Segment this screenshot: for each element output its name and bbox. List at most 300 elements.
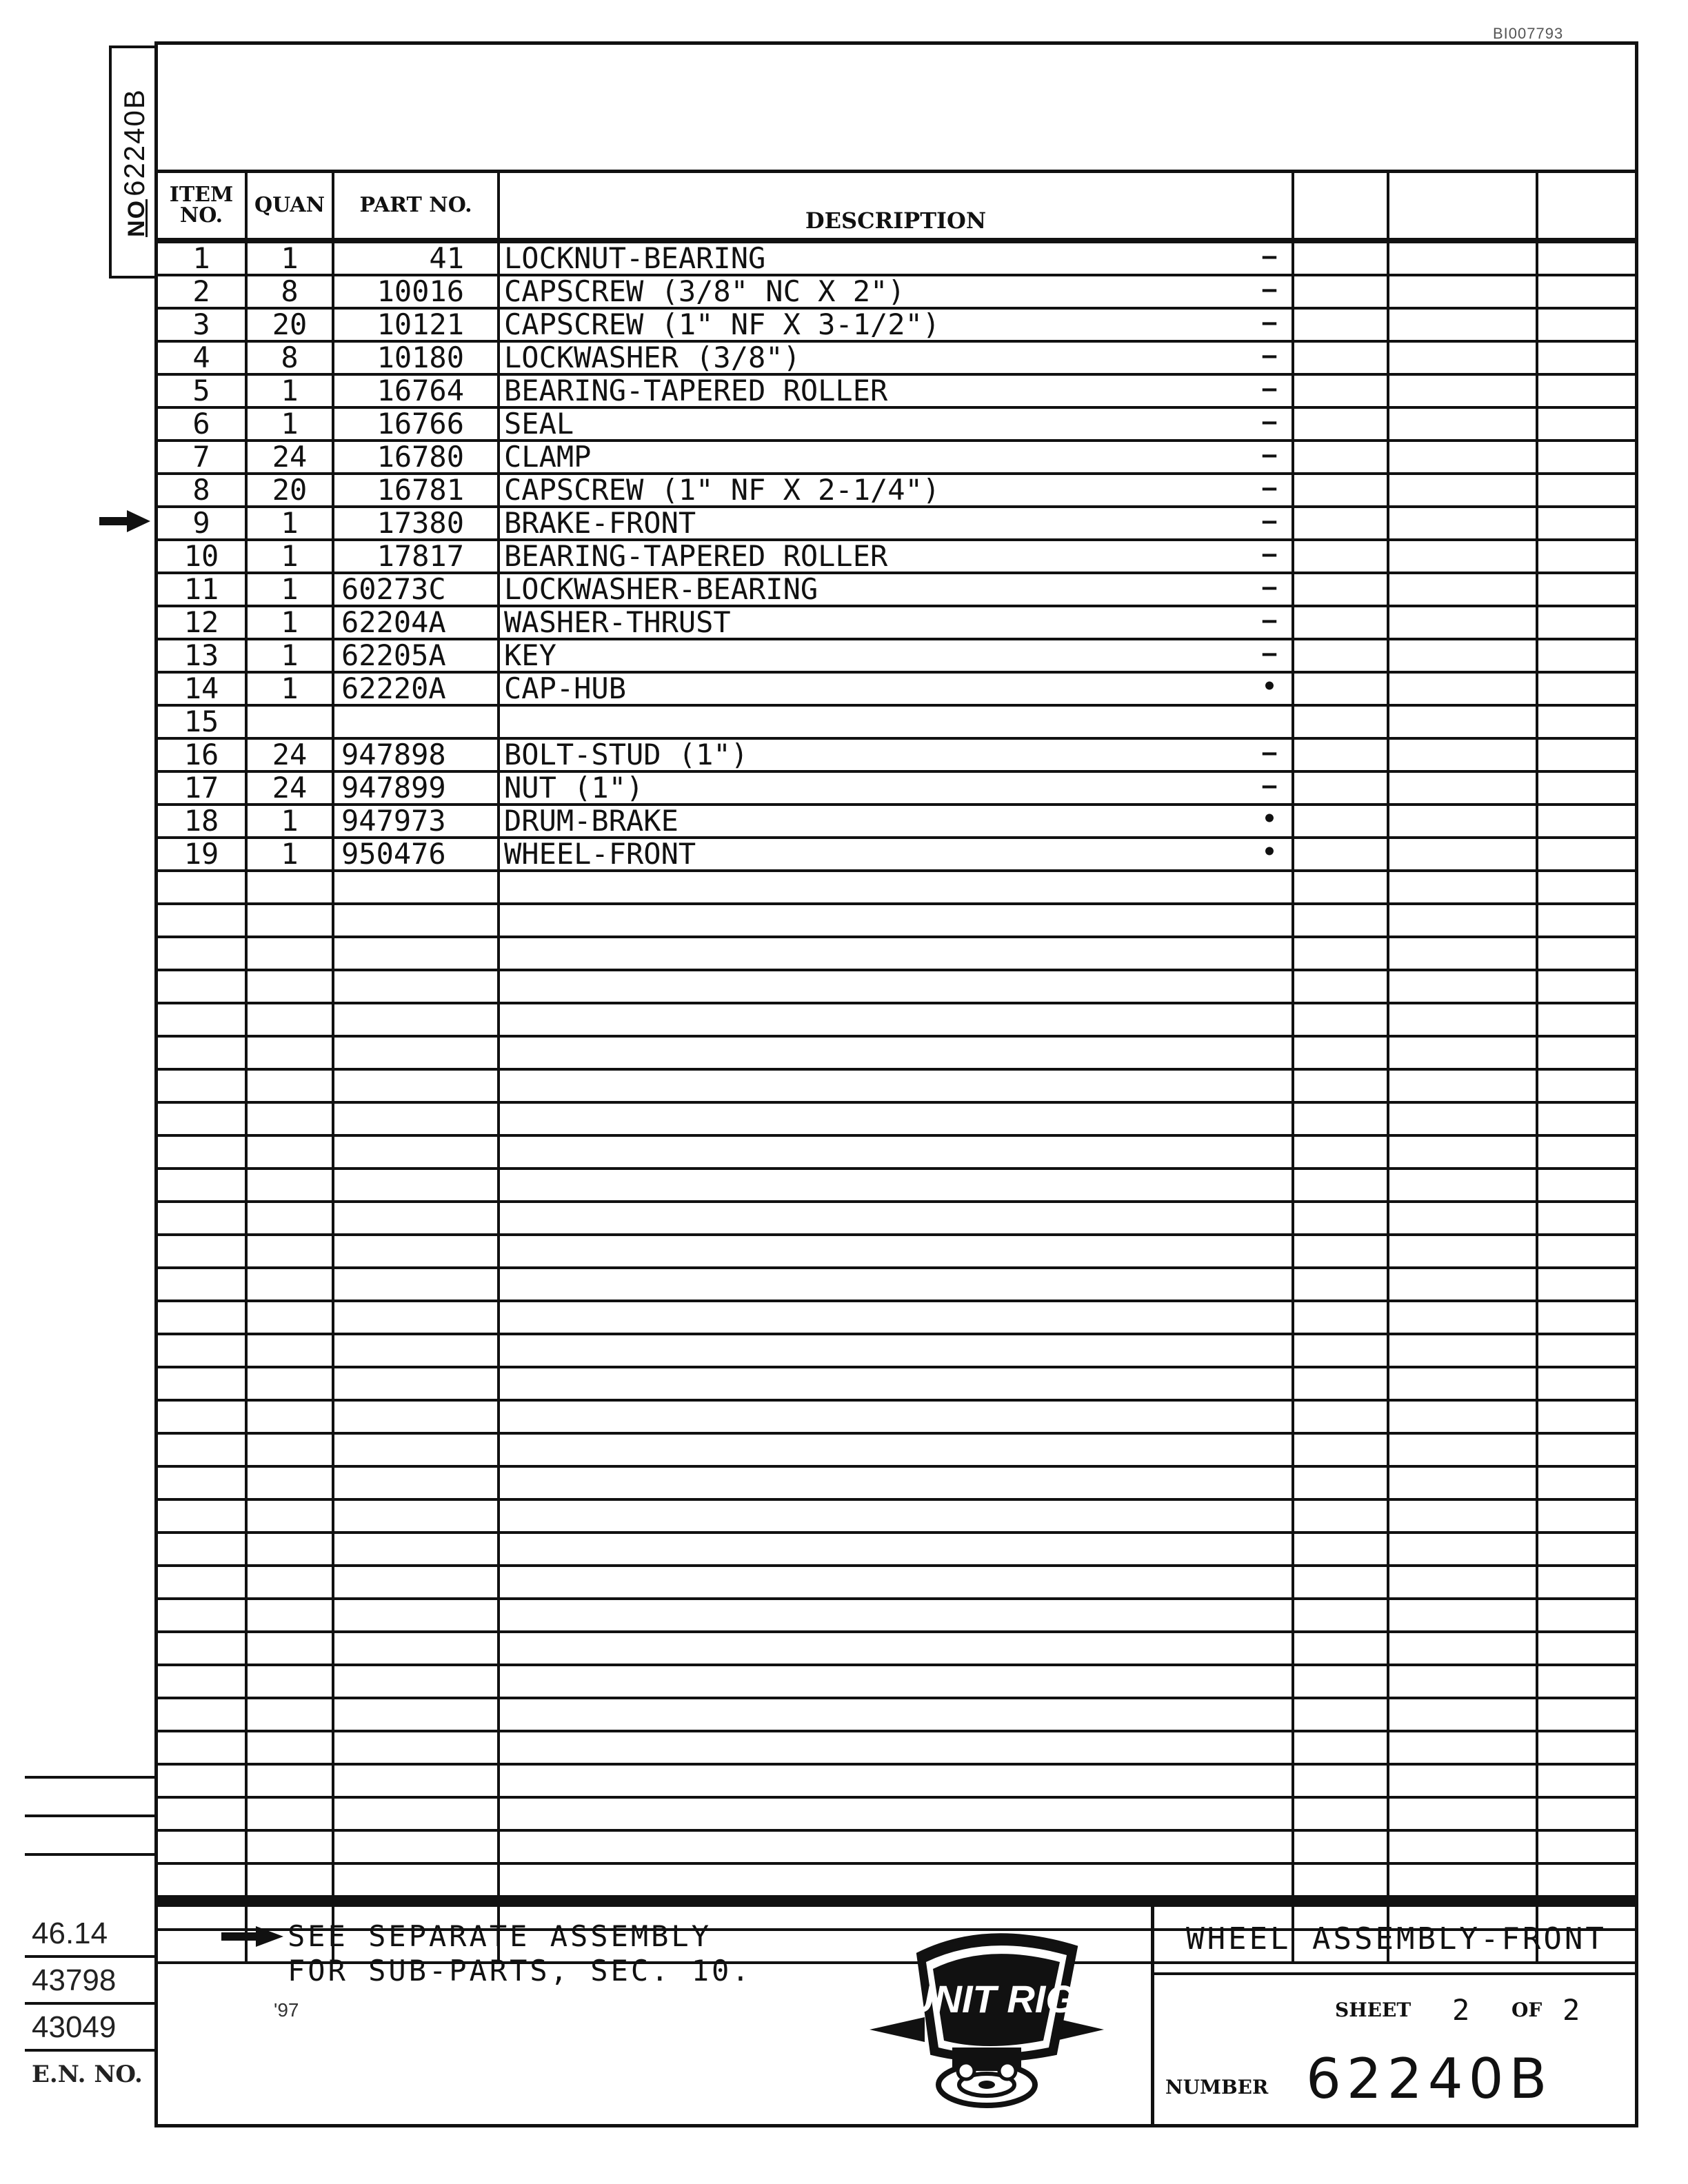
number-label: NUMBER xyxy=(1165,2076,1269,2099)
description-cell xyxy=(499,672,1293,705)
part-no-cell xyxy=(333,1169,499,1202)
description-cell xyxy=(499,1863,1293,1897)
description-cell xyxy=(499,1334,1293,1367)
blank-cell xyxy=(1388,1731,1537,1764)
quan-cell: 1 xyxy=(246,407,333,441)
table-row xyxy=(158,573,1635,606)
description-cell xyxy=(499,308,1293,341)
quan-cell xyxy=(246,1301,333,1334)
blank-cell xyxy=(1388,1764,1537,1797)
blank-cell xyxy=(1537,1003,1635,1036)
item-no-cell xyxy=(158,1102,246,1135)
item-no-cell: 4 xyxy=(158,341,246,374)
table-row xyxy=(158,904,1635,937)
blank-cell xyxy=(1388,970,1537,1003)
blank-cell xyxy=(1537,937,1635,970)
blank-cell xyxy=(1388,1268,1537,1301)
item-no-cell xyxy=(158,904,246,937)
table-row xyxy=(158,341,1635,374)
quan-cell xyxy=(246,705,333,738)
item-no-cell: 15 xyxy=(158,705,246,738)
supply-mark: — xyxy=(1262,276,1277,303)
item-no-cell: 7 xyxy=(158,441,246,474)
blank-cell xyxy=(1537,1665,1635,1698)
part-no-cell: 10121 xyxy=(333,308,499,341)
description-cell xyxy=(499,474,1293,507)
blank-cell xyxy=(1293,1599,1388,1632)
description-cell xyxy=(499,1235,1293,1268)
table-row xyxy=(158,1533,1635,1566)
item-no-cell xyxy=(158,937,246,970)
description-cell xyxy=(499,1764,1293,1797)
blank-cell xyxy=(1537,275,1635,308)
item-no-cell xyxy=(158,1202,246,1235)
part-no-cell xyxy=(333,1797,499,1830)
supply-mark: — xyxy=(1262,640,1277,667)
blank-cell xyxy=(1388,441,1537,474)
blank-cell xyxy=(1293,1102,1388,1135)
part-no-cell xyxy=(333,1698,499,1731)
quan-cell xyxy=(246,1599,333,1632)
description-text: BEARING-TAPERED ROLLER xyxy=(504,540,888,573)
blank-cell xyxy=(1537,606,1635,639)
table-row xyxy=(158,606,1635,639)
description-cell xyxy=(499,1036,1293,1069)
blank-cell xyxy=(1537,308,1635,341)
quan-cell: 20 xyxy=(246,308,333,341)
blank-cell xyxy=(1537,1566,1635,1599)
item-no-cell: 19 xyxy=(158,838,246,871)
part-no-cell: 60273C xyxy=(333,573,499,606)
quan-cell: 8 xyxy=(246,275,333,308)
blank-cell xyxy=(1293,771,1388,805)
part-no-cell: 947973 xyxy=(333,805,499,838)
description-cell xyxy=(499,1830,1293,1863)
blank-cell xyxy=(1537,771,1635,805)
blank-cell xyxy=(1388,606,1537,639)
description-cell xyxy=(499,805,1293,838)
quan-cell: 1 xyxy=(246,374,333,407)
doc-number-tab-text xyxy=(118,88,151,237)
table-row xyxy=(158,1268,1635,1301)
revision-divider xyxy=(25,1853,154,1856)
drawing-title: WHEEL ASSEMBLY-FRONT xyxy=(1154,1903,1638,1975)
table-row xyxy=(158,1367,1635,1400)
item-no-cell xyxy=(158,1268,246,1301)
supply-mark: — xyxy=(1262,243,1277,270)
supply-mark: — xyxy=(1262,739,1277,767)
blank-cell xyxy=(1537,1433,1635,1466)
item-no-cell xyxy=(158,1367,246,1400)
item-no-cell: 16 xyxy=(158,738,246,771)
blank-cell xyxy=(1293,871,1388,904)
item-no-cell xyxy=(158,1433,246,1466)
header-quan: QUAN xyxy=(246,173,333,241)
supply-mark: — xyxy=(1262,309,1277,336)
blank-cell xyxy=(1388,771,1537,805)
part-no-cell: 950476 xyxy=(333,838,499,871)
blank-cell xyxy=(1293,507,1388,540)
item-no-cell: 14 xyxy=(158,672,246,705)
quan-cell: 1 xyxy=(246,672,333,705)
blank-cell xyxy=(1388,241,1537,275)
item-no-cell: 3 xyxy=(158,308,246,341)
blank-cell xyxy=(1537,1533,1635,1566)
item-no-cell xyxy=(158,1499,246,1533)
blank-cell xyxy=(1537,838,1635,871)
header-description: DESCRIPTION xyxy=(499,173,1293,241)
blank-cell xyxy=(1293,1533,1388,1566)
part-no-cell: 16780 xyxy=(333,441,499,474)
blank-cell xyxy=(1537,1235,1635,1268)
header-blank-3 xyxy=(1537,173,1635,241)
blank-cell xyxy=(1388,1102,1537,1135)
item-no-cell xyxy=(158,1599,246,1632)
blank-cell xyxy=(1293,374,1388,407)
blank-cell xyxy=(1293,341,1388,374)
item-no-cell xyxy=(158,1764,246,1797)
table-row xyxy=(158,1566,1635,1599)
description-cell xyxy=(499,573,1293,606)
quan-cell xyxy=(246,970,333,1003)
part-no-cell xyxy=(333,1566,499,1599)
blank-cell xyxy=(1388,937,1537,970)
quan-cell: 8 xyxy=(246,341,333,374)
revision-entry-1: 46.14 xyxy=(25,1912,154,1958)
item-no-cell xyxy=(158,1069,246,1102)
blank-cell xyxy=(1388,1665,1537,1698)
description-cell xyxy=(499,606,1293,639)
description-text: CAP-HUB xyxy=(504,672,627,705)
description-cell xyxy=(499,738,1293,771)
supply-mark: — xyxy=(1262,441,1277,469)
blank-cell xyxy=(1537,705,1635,738)
blank-cell xyxy=(1537,904,1635,937)
blank-cell xyxy=(1388,1235,1537,1268)
blank-cell xyxy=(1388,1797,1537,1830)
blank-cell xyxy=(1537,1764,1635,1797)
description-text: KEY xyxy=(504,639,556,672)
doc-number-tab-value: 62240B xyxy=(118,88,150,196)
quan-cell xyxy=(246,1069,333,1102)
item-no-cell xyxy=(158,1235,246,1268)
sub-assembly-arrow-icon xyxy=(99,510,150,532)
item-no-cell xyxy=(158,1169,246,1202)
blank-cell xyxy=(1388,540,1537,573)
description-cell xyxy=(499,838,1293,871)
blank-cell xyxy=(1293,672,1388,705)
item-no-cell xyxy=(158,1400,246,1433)
blank-cell xyxy=(1537,1069,1635,1102)
document-stamp: BI007793 xyxy=(1493,25,1564,42)
blank-cell xyxy=(1293,441,1388,474)
blank-cell xyxy=(1388,705,1537,738)
blank-cell xyxy=(1537,374,1635,407)
table-row xyxy=(158,937,1635,970)
item-no-cell xyxy=(158,871,246,904)
blank-cell xyxy=(1388,1202,1537,1235)
supply-mark: • xyxy=(1262,838,1277,866)
description-cell xyxy=(499,1003,1293,1036)
description-text: CAPSCREW (3/8" NC X 2") xyxy=(504,275,905,308)
description-cell xyxy=(499,1135,1293,1169)
sheet-info xyxy=(1154,1981,1638,2036)
sheet-total: 2 xyxy=(1563,1993,1580,2027)
blank-cell xyxy=(1388,1036,1537,1069)
description-text: BEARING-TAPERED ROLLER xyxy=(504,374,888,407)
description-cell xyxy=(499,1731,1293,1764)
table-row xyxy=(158,771,1635,805)
quan-cell xyxy=(246,1235,333,1268)
blank-cell xyxy=(1293,937,1388,970)
description-cell xyxy=(499,341,1293,374)
blank-cell xyxy=(1537,970,1635,1003)
part-no-cell xyxy=(333,1764,499,1797)
blank-cell xyxy=(1293,1433,1388,1466)
item-no-cell xyxy=(158,1731,246,1764)
table-row xyxy=(158,838,1635,871)
description-cell xyxy=(499,407,1293,441)
table-row xyxy=(158,705,1635,738)
blank-cell xyxy=(1293,241,1388,275)
table-row xyxy=(158,1632,1635,1665)
part-no-cell: 17817 xyxy=(333,540,499,573)
parts-table-header xyxy=(158,173,1635,241)
quan-cell xyxy=(246,1566,333,1599)
blank-cell xyxy=(1537,1599,1635,1632)
blank-cell xyxy=(1537,407,1635,441)
blank-cell xyxy=(1293,1069,1388,1102)
part-no-cell xyxy=(333,1599,499,1632)
quan-cell: 24 xyxy=(246,738,333,771)
part-no-cell xyxy=(333,1863,499,1897)
handwritten-mark: '97 xyxy=(274,1999,299,2021)
blank-cell xyxy=(1537,1698,1635,1731)
description-cell xyxy=(499,540,1293,573)
blank-cell xyxy=(1293,1632,1388,1665)
description-cell xyxy=(499,507,1293,540)
quan-cell: 1 xyxy=(246,573,333,606)
blank-cell xyxy=(1293,1731,1388,1764)
quan-cell xyxy=(246,1830,333,1863)
part-no-cell xyxy=(333,1367,499,1400)
item-no-cell: 9 xyxy=(158,507,246,540)
parts-table xyxy=(158,173,1635,1964)
table-row xyxy=(158,507,1635,540)
quan-cell xyxy=(246,1003,333,1036)
item-no-cell xyxy=(158,1665,246,1698)
item-no-cell: 11 xyxy=(158,573,246,606)
blank-cell xyxy=(1537,871,1635,904)
part-no-cell xyxy=(333,1235,499,1268)
revision-entry-3: 43049 xyxy=(25,2006,154,2052)
quan-cell xyxy=(246,1169,333,1202)
description-cell xyxy=(499,970,1293,1003)
part-no-cell xyxy=(333,1036,499,1069)
blank-cell xyxy=(1537,241,1635,275)
part-no-cell xyxy=(333,1433,499,1466)
table-row xyxy=(158,1301,1635,1334)
item-no-cell xyxy=(158,1830,246,1863)
description-text: DRUM-BRAKE xyxy=(504,805,679,838)
table-row xyxy=(158,1400,1635,1433)
table-row xyxy=(158,1698,1635,1731)
blank-cell xyxy=(1388,1301,1537,1334)
note-arrow-icon xyxy=(221,1926,283,1947)
blank-cell xyxy=(1293,1367,1388,1400)
item-no-cell: 1 xyxy=(158,241,246,275)
quan-cell xyxy=(246,1797,333,1830)
table-row xyxy=(158,1202,1635,1235)
blank-cell xyxy=(1537,805,1635,838)
blank-cell xyxy=(1388,805,1537,838)
blank-cell xyxy=(1388,1367,1537,1400)
item-no-cell xyxy=(158,1003,246,1036)
logo-text: UNIT RIG xyxy=(906,1977,1076,2021)
blank-cell xyxy=(1388,1069,1537,1102)
table-row xyxy=(158,1036,1635,1069)
blank-cell xyxy=(1293,573,1388,606)
blank-cell xyxy=(1388,672,1537,705)
quan-cell: 1 xyxy=(246,241,333,275)
quan-cell xyxy=(246,937,333,970)
description-cell xyxy=(499,639,1293,672)
description-cell xyxy=(499,1632,1293,1665)
blank-cell xyxy=(1537,1135,1635,1169)
blank-cell xyxy=(1537,1169,1635,1202)
blank-cell xyxy=(1537,1202,1635,1235)
blank-cell xyxy=(1537,474,1635,507)
quan-cell xyxy=(246,1665,333,1698)
note-line-1: SEE SEPARATE ASSEMBLY xyxy=(288,1919,712,1953)
supply-mark: • xyxy=(1262,805,1277,833)
blank-cell xyxy=(1293,1400,1388,1433)
part-no-cell: 10016 xyxy=(333,275,499,308)
item-no-cell xyxy=(158,1632,246,1665)
blank-cell xyxy=(1388,1169,1537,1202)
quan-cell xyxy=(246,1367,333,1400)
blank-cell xyxy=(1388,1135,1537,1169)
quan-cell: 1 xyxy=(246,838,333,871)
description-text: BRAKE-FRONT xyxy=(504,507,696,540)
part-no-cell: 16766 xyxy=(333,407,499,441)
item-no-cell: 5 xyxy=(158,374,246,407)
item-no-cell xyxy=(158,1698,246,1731)
blank-cell xyxy=(1537,507,1635,540)
part-no-cell: 10180 xyxy=(333,341,499,374)
description-cell xyxy=(499,1698,1293,1731)
blank-cell xyxy=(1537,1400,1635,1433)
supply-mark: • xyxy=(1262,673,1277,700)
table-row xyxy=(158,241,1635,275)
blank-cell xyxy=(1388,1433,1537,1466)
table-row xyxy=(158,1830,1635,1863)
blank-cell xyxy=(1388,1632,1537,1665)
description-cell xyxy=(499,771,1293,805)
unit-rig-logo xyxy=(870,1926,1104,2112)
description-text: LOCKWASHER (3/8") xyxy=(504,341,801,374)
blank-cell xyxy=(1388,1003,1537,1036)
table-row xyxy=(158,871,1635,904)
description-cell xyxy=(499,1169,1293,1202)
table-row xyxy=(158,474,1635,507)
quan-cell xyxy=(246,1433,333,1466)
quan-cell xyxy=(246,1102,333,1135)
blank-cell xyxy=(1537,1830,1635,1863)
blank-cell xyxy=(1293,1301,1388,1334)
blank-cell xyxy=(1388,407,1537,441)
table-row xyxy=(158,672,1635,705)
blank-cell xyxy=(1293,275,1388,308)
blank-cell xyxy=(1293,1466,1388,1499)
blank-cell xyxy=(1293,1268,1388,1301)
part-no-cell xyxy=(333,1830,499,1863)
table-row xyxy=(158,1731,1635,1764)
blank-cell xyxy=(1388,904,1537,937)
item-no-cell: 12 xyxy=(158,606,246,639)
note-line-2: FOR SUB-PARTS, SEC. 10. xyxy=(288,1954,752,1988)
blank-cell xyxy=(1388,374,1537,407)
description-cell xyxy=(499,1268,1293,1301)
description-text: NUT (1") xyxy=(504,771,644,805)
part-no-cell xyxy=(333,705,499,738)
blank-cell xyxy=(1388,1334,1537,1367)
blank-cell xyxy=(1537,1797,1635,1830)
blank-cell xyxy=(1293,1698,1388,1731)
blank-cell xyxy=(1293,1334,1388,1367)
description-text: CAPSCREW (1" NF X 3-1/2") xyxy=(504,308,941,341)
table-row xyxy=(158,1169,1635,1202)
quan-cell: 1 xyxy=(246,805,333,838)
blank-cell xyxy=(1293,1863,1388,1897)
item-no-cell: 2 xyxy=(158,275,246,308)
blank-cell xyxy=(1388,1698,1537,1731)
supply-mark: — xyxy=(1262,408,1277,436)
table-row xyxy=(158,1135,1635,1169)
item-no-cell xyxy=(158,970,246,1003)
item-no-cell xyxy=(158,1301,246,1334)
description-text: LOCKWASHER-BEARING xyxy=(504,573,818,606)
blank-cell xyxy=(1537,1499,1635,1533)
description-cell xyxy=(499,1069,1293,1102)
item-no-cell xyxy=(158,1334,246,1367)
quan-cell xyxy=(246,1466,333,1499)
blank-cell xyxy=(1293,407,1388,441)
blank-cell xyxy=(1388,1830,1537,1863)
part-no-cell: 16764 xyxy=(333,374,499,407)
item-no-cell xyxy=(158,1135,246,1169)
description-text: CAPSCREW (1" NF X 2-1/4") xyxy=(504,474,941,507)
header-blank-1 xyxy=(1293,173,1388,241)
quan-cell xyxy=(246,1334,333,1367)
sub-parts-note xyxy=(288,1919,752,1988)
blank-cell xyxy=(1537,1268,1635,1301)
blank-cell xyxy=(1537,540,1635,573)
header-blank-2 xyxy=(1388,173,1537,241)
description-cell xyxy=(499,904,1293,937)
description-cell xyxy=(499,871,1293,904)
header-item-no: ITEM NO. xyxy=(158,173,246,241)
part-no-cell: 947899 xyxy=(333,771,499,805)
drawing-title-box xyxy=(1151,1903,1638,2127)
quan-cell xyxy=(246,1764,333,1797)
description-text: SEAL xyxy=(504,407,574,441)
quan-cell: 24 xyxy=(246,771,333,805)
blank-cell xyxy=(1293,838,1388,871)
item-no-cell: 6 xyxy=(158,407,246,441)
part-no-cell xyxy=(333,1533,499,1566)
table-row xyxy=(158,1433,1635,1466)
